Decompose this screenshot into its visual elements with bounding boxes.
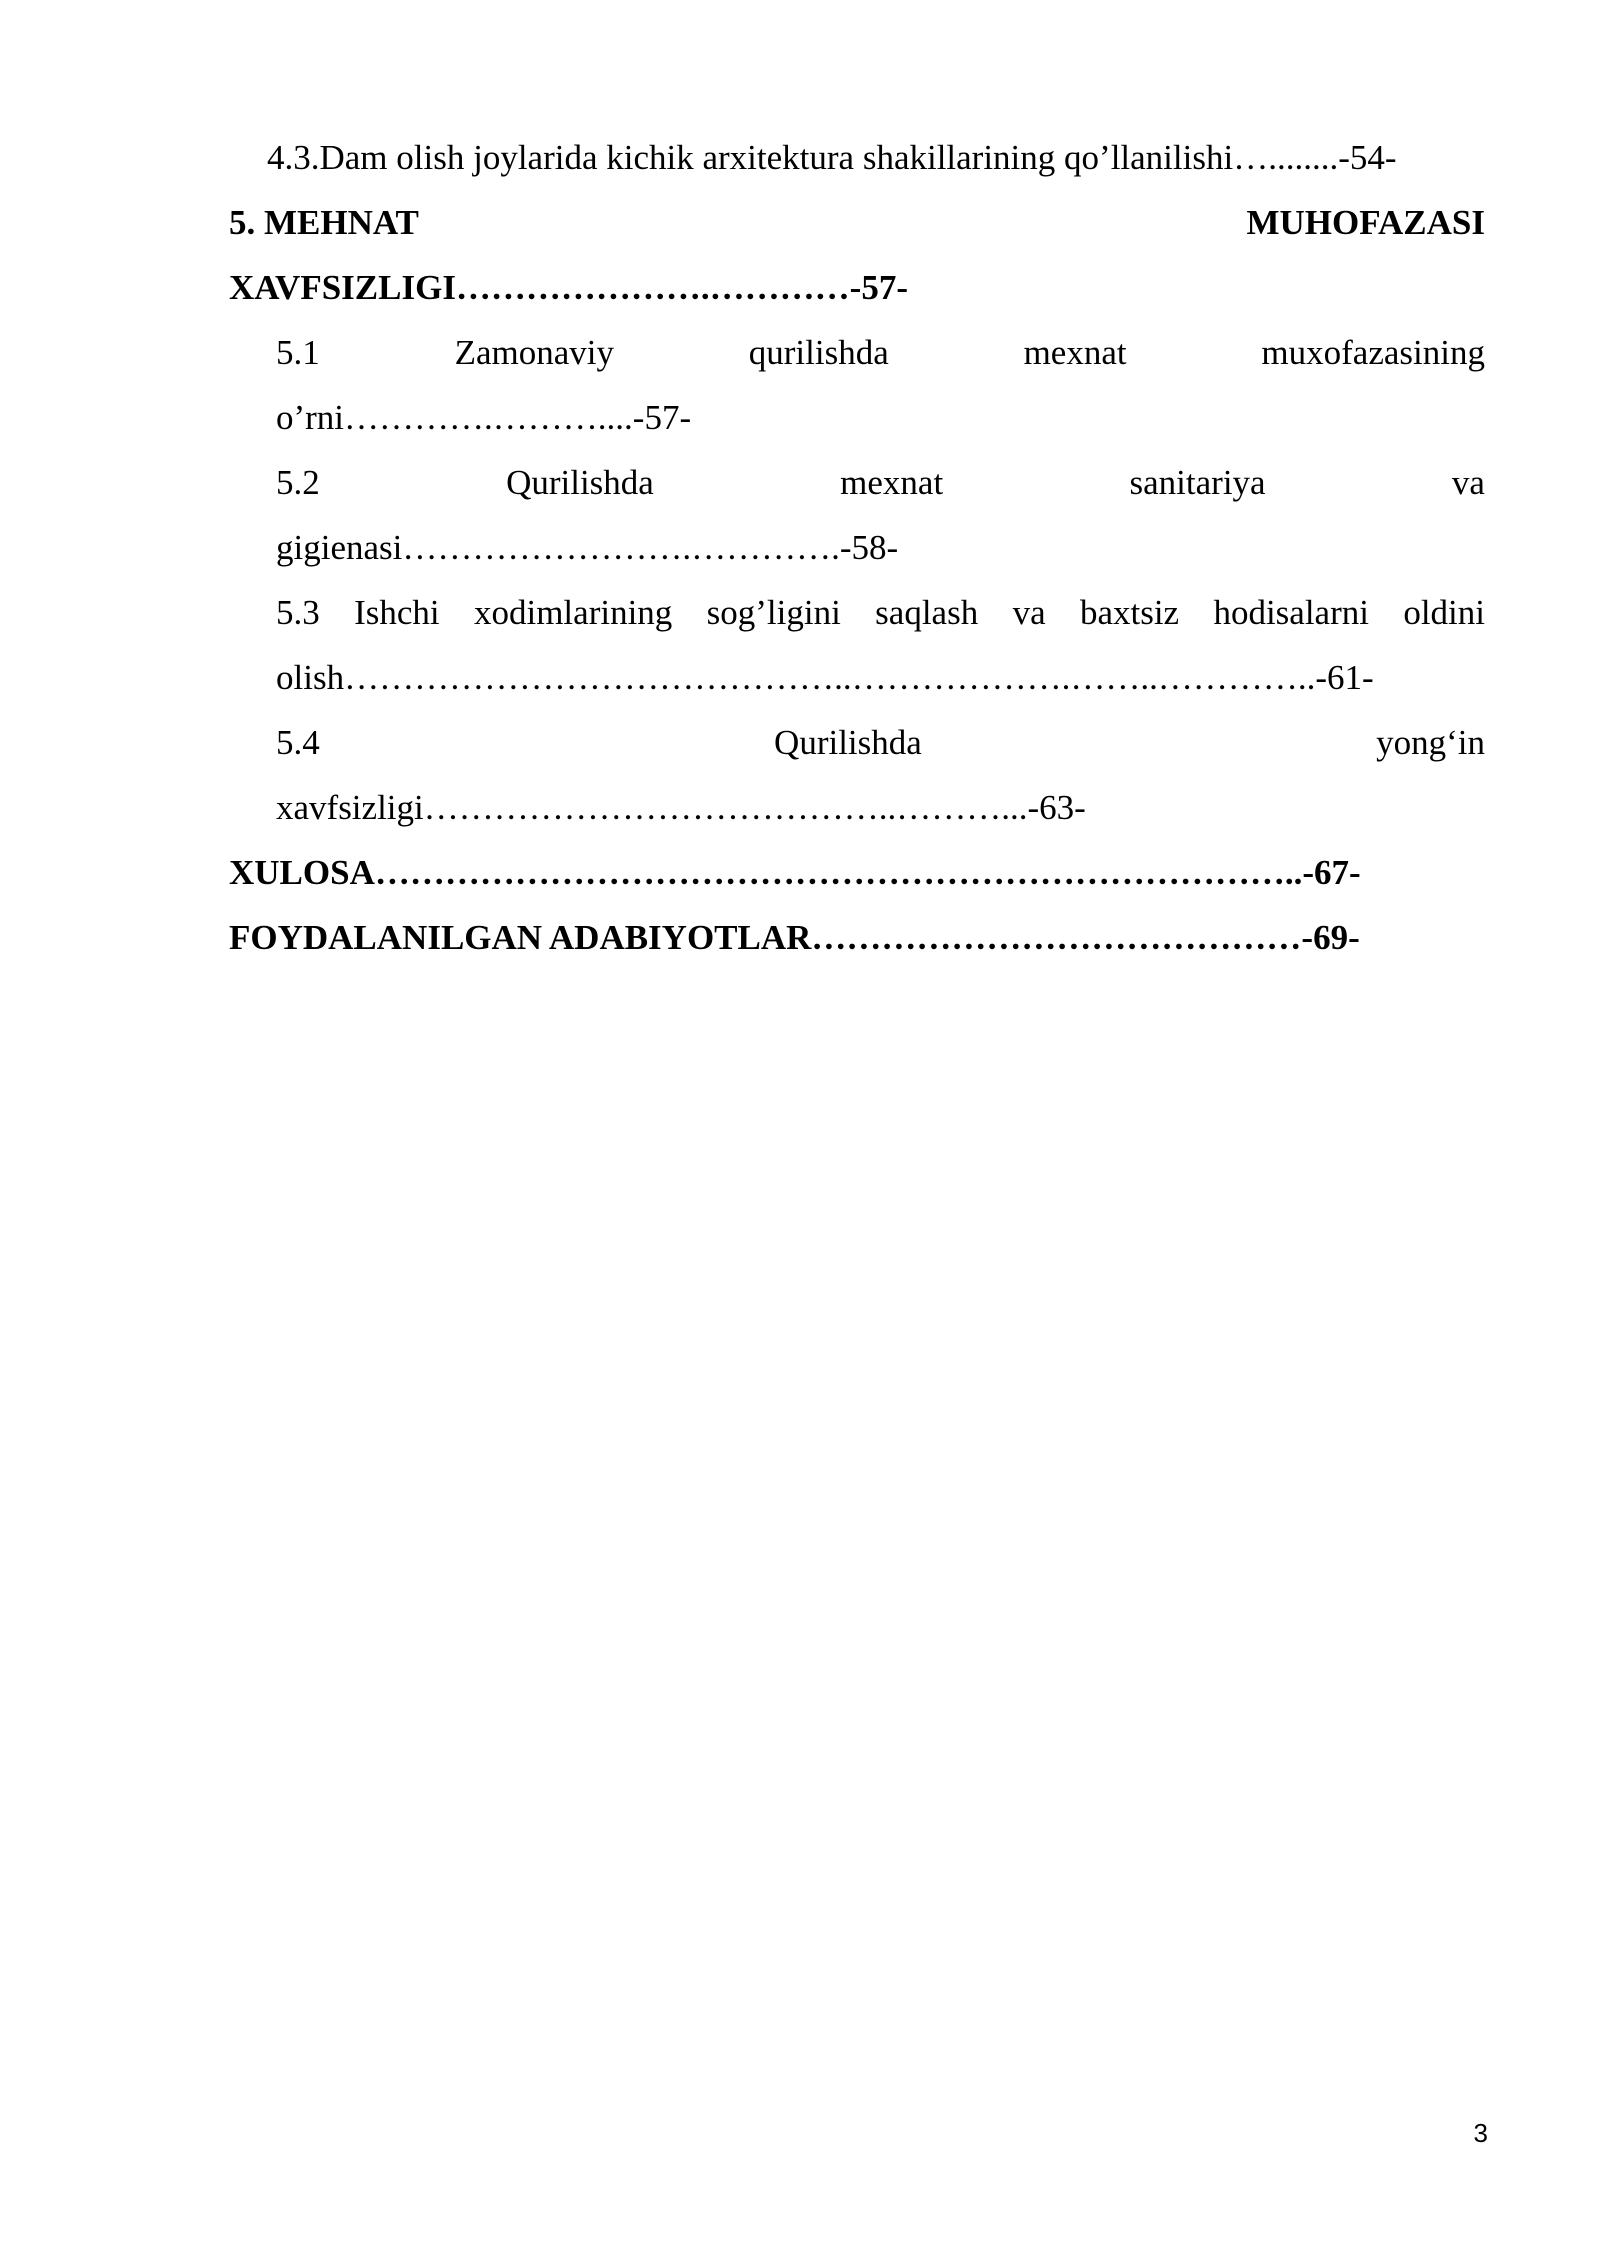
toc-entry-5-3-word: Ishchi <box>354 593 440 632</box>
toc-entry-5-1-continuation <box>229 385 1485 450</box>
toc-entry-5-4-continuation <box>229 775 1485 840</box>
toc-entry-5-3-continuation <box>229 645 1485 710</box>
toc-entry-5-3-word: sog’ligini <box>706 593 841 632</box>
toc-entry-5-3-word: xodimlarining <box>473 593 673 632</box>
toc-entry-5-2-word: sanitariya <box>1129 463 1266 502</box>
toc-entry-5-2-word: va <box>1451 463 1485 502</box>
toc-entry-4-3 <box>229 125 1485 190</box>
toc-entry-5-word: 5. MEHNAT <box>229 203 419 242</box>
toc-entry-5-3-word: hodisalarni <box>1213 593 1369 632</box>
toc-entry-5-1-line2: o’rni………….………....-57- <box>276 398 692 437</box>
toc-entry-5-line2: XAVFSIZLIGI………………….…………-57- <box>229 268 908 307</box>
toc-entry-5-1-word: qurilishda <box>748 333 889 372</box>
toc-entry-5-3-word: baxtsiz <box>1079 593 1180 632</box>
toc-entry-5-4 <box>229 710 1485 775</box>
toc-entry-5-3-line2: olish……………………………………..……………….……..…………..-61- <box>276 658 1374 697</box>
page-number: 3 <box>1473 2118 1488 2148</box>
toc-entry-5-3-word: va <box>1012 593 1046 632</box>
toc-entry-5-3-word: oldini <box>1403 593 1485 632</box>
toc-entry-5-2-word: Qurilishda <box>506 463 654 502</box>
toc-entry-5-4-word: Qurilishda <box>774 723 922 762</box>
toc-entry-xulosa-text: XULOSA……………………………………………………………………..-67- <box>229 853 1361 892</box>
toc-entry-5-2-word: mexnat <box>840 463 944 502</box>
toc-entry-5-1-word: 5.1 <box>276 333 320 372</box>
toc-entry-xulosa <box>229 840 1485 905</box>
toc-entry-5-3-word: 5.3 <box>276 593 320 632</box>
toc-entry-5-4-word: yong‘in <box>1376 723 1485 762</box>
toc-entry-5-continuation <box>229 255 1485 320</box>
toc-entry-5-4-word: 5.4 <box>276 723 320 762</box>
toc-entry-5-2-continuation <box>229 515 1485 580</box>
toc-entry-5-3-word: saqlash <box>875 593 979 632</box>
toc-entry-5-1-word: mexnat <box>1023 333 1127 372</box>
toc-entry-5-2-word: 5.2 <box>276 463 320 502</box>
toc-entry-5-1-word: muxofazasining <box>1261 333 1485 372</box>
toc-entry-5-3 <box>229 580 1485 645</box>
toc-entry-5-word: MUHOFAZASI <box>1246 203 1485 242</box>
toc-entry-5-heading <box>229 190 1485 255</box>
toc-entry-4-3-text: 4.3.Dam olish joylarida kichik arxitektura shakillarining qo’llanilishi…........-54- <box>267 138 1397 177</box>
toc-entry-5-2-line2: gigienasi…………………….………….-58- <box>276 528 899 567</box>
toc-entry-5-1 <box>229 320 1485 385</box>
toc-entry-5-2 <box>229 450 1485 515</box>
toc-entry-adabiyotlar-text: FOYDALANILGAN ADABIYOTLAR……………………………………-69- <box>229 918 1360 957</box>
table-of-contents <box>229 125 1485 970</box>
toc-entry-adabiyotlar <box>229 905 1485 970</box>
toc-entry-5-1-word: Zamonaviy <box>454 333 614 372</box>
toc-entry-5-4-line2: xavfsizligi…………………………………..………...-63- <box>276 788 1086 827</box>
